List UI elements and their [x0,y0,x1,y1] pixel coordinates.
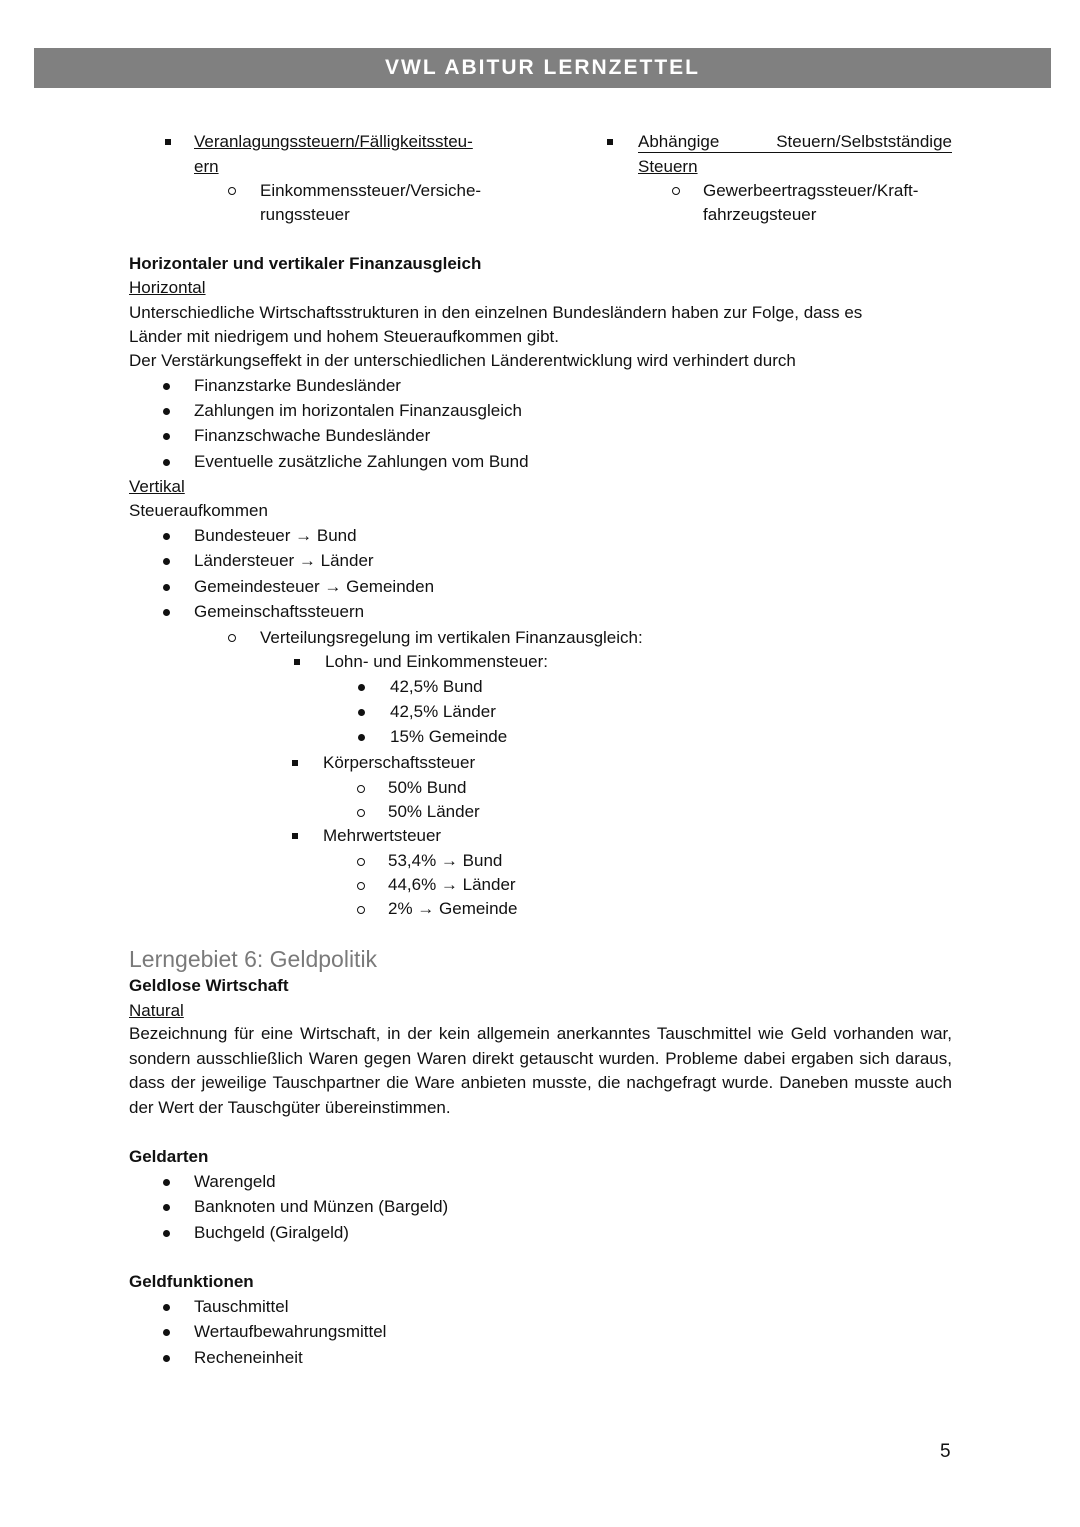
bullet-icon [163,558,170,565]
gewerbe-sub-l1: Gewerbeertragssteuer/Kraft- [703,181,919,200]
geldlos-heading: Geldlose Wirtschaft [129,976,289,995]
abhaengige-title-l2: Steuern [638,157,698,176]
mwst-item: 53,4% → Bund [388,851,503,870]
bullet-icon [163,609,170,616]
list-item: Bundesteuer → Bund [194,526,357,545]
gewerbe-sub-l2: fahrzeugsteuer [703,205,817,224]
circle-bullet-icon [228,187,236,195]
circle-bullet-icon [672,187,680,195]
bullet-icon [358,684,365,691]
bullet-icon [163,533,170,540]
horizontal-label: Horizontal [129,278,206,297]
vertical-sub: Steueraufkommen [129,501,268,520]
list-item: Eventuelle zusätzliche Zahlungen vom Bund [194,452,529,471]
page-number: 5 [940,1441,951,1462]
horizontal-text-l3: Der Verstärkungseffekt in der unterschiedlichen Länderentwicklung wird verhindert durch [129,351,796,370]
list-item: Recheneinheit [194,1348,303,1367]
vertical-label: Vertikal [129,477,185,496]
veranlagung-title-l1: Veranlagungssteuern/Fälligkeitssteu- [194,132,473,151]
koerperschaft-item: 50% Bund [388,778,467,797]
veranlagung-sub-l1: Einkommenssteuer/Versiche- [260,181,482,200]
header-title: VWL ABITUR LERNZETTEL [385,56,700,79]
selbststaendige-word: Steuern/Selbstständige [776,132,952,151]
natural-label: Natural [129,1001,184,1020]
natural-text: Bezeichnung für eine Wirtschaft, in der kein allgemein anerkanntes Tauschmittel wie Geld vorhanden war, sondern ausschließlich Waren gegen Waren direkt getauscht wurden. Probleme dabei ergaben sich daraus, dass der jeweilige Tauschpartner die Ware anbieten musste, die nachgefragt wurde. Daneben musste auch der Wert der Tauschgüter übereinstimmen. [129,1024,952,1117]
veranlagung-title-l2: ern [194,157,219,176]
bullet-icon [163,433,170,440]
list-item: Finanzschwache Bundesländer [194,426,431,445]
list-item: Tauschmittel [194,1297,289,1316]
mwst-item: 2% → Gemeinde [388,899,518,918]
square-bullet-icon [607,139,613,145]
horizontal-text-l1: Unterschiedliche Wirtschaftsstrukturen in den einzelnen Bundesländern haben zur Folge, dass es [129,303,863,322]
list-item: Ländersteuer → Länder [194,551,374,570]
list-item: Zahlungen im horizontalen Finanzausgleich [194,401,522,420]
circle-bullet-icon [228,634,236,642]
bullet-icon [358,734,365,741]
lohn-item: 15% Gemeinde [390,727,508,746]
lohn-item: 42,5% Bund [390,677,483,696]
list-item: Finanzstarke Bundesländer [194,376,401,395]
circle-bullet-icon [357,906,365,914]
lerngebiet-title: Lerngebiet 6: Geldpolitik [129,946,378,972]
bullet-icon [163,584,170,591]
geldfunktionen-heading: Geldfunktionen [129,1272,254,1291]
bullet-icon [163,408,170,415]
bullet-icon [163,1204,170,1211]
square-bullet-icon [292,760,298,766]
page-header [34,48,1051,88]
bullet-icon [163,1230,170,1237]
square-bullet-icon [165,139,171,145]
bullet-icon [163,1329,170,1336]
list-item: Banknoten und Münzen (Bargeld) [194,1197,449,1216]
bullet-icon [163,383,170,390]
bullet-icon [163,1179,170,1186]
list-item: Warengeld [194,1172,276,1191]
circle-bullet-icon [357,809,365,817]
lohn-label: Lohn- und Einkommensteuer: [325,652,549,671]
koerperschaft-label: Körperschaftssteuer [323,753,476,772]
finanzausgleich-heading: Horizontaler und vertikaler Finanzausgleich [129,254,482,273]
square-bullet-icon [292,833,298,839]
verteilung-label: Verteilungsregelung im vertikalen Finanzausgleich: [260,628,643,647]
koerperschaft-item: 50% Länder [388,802,480,821]
circle-bullet-icon [357,882,365,890]
square-bullet-icon [294,659,300,665]
list-item: Gemeindesteuer → Gemeinden [194,577,435,596]
bullet-icon [163,1304,170,1311]
geldarten-heading: Geldarten [129,1147,209,1166]
mwst-item: 44,6% → Länder [388,875,516,894]
abhaengige-word: Abhängige [638,132,720,151]
list-item: Buchgeld (Giralgeld) [194,1223,349,1242]
horizontal-text-l2: Länder mit niedrigem und hohem Steueraufkommen gibt. [129,327,559,346]
bullet-icon [163,459,170,466]
circle-bullet-icon [357,785,365,793]
veranlagung-sub-l2: rungssteuer [260,205,350,224]
mwst-label: Mehrwertsteuer [323,826,442,845]
bullet-icon [163,1355,170,1362]
lohn-item: 42,5% Länder [390,702,496,721]
bullet-icon [358,709,365,716]
circle-bullet-icon [357,858,365,866]
list-item: Gemeinschaftssteuern [194,602,365,621]
list-item: Wertaufbewahrungsmittel [194,1322,387,1341]
